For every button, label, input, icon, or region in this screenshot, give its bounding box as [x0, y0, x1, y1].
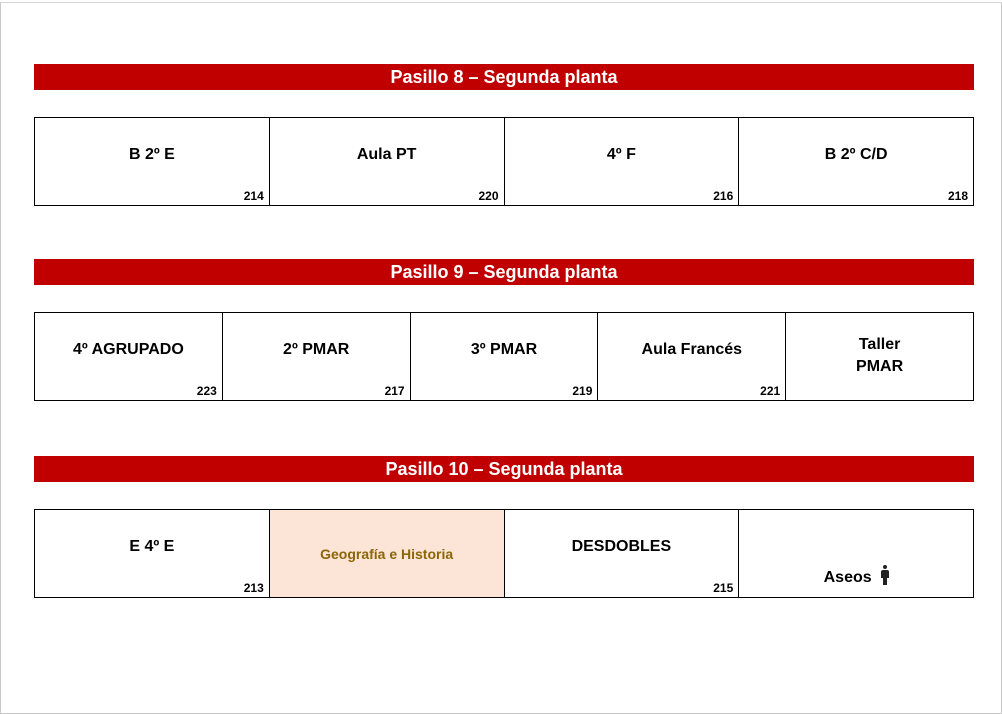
room-number: 220 — [478, 189, 499, 203]
section-title: Pasillo 8 – Segunda planta — [34, 64, 974, 90]
room-number: 216 — [713, 189, 734, 203]
room-label: E 4º E — [129, 538, 175, 555]
room-cell — [35, 118, 270, 205]
room-cell — [786, 313, 973, 400]
room-label: 4º AGRUPADO — [73, 341, 184, 358]
room-label: Aula PT — [356, 146, 417, 163]
room-cell — [411, 313, 599, 400]
room-label: Taller PMAR — [856, 336, 904, 375]
person-icon — [881, 565, 889, 585]
room-number: 218 — [947, 189, 968, 203]
room-label: Aseos — [823, 569, 872, 586]
room-grid — [34, 509, 974, 598]
room-cell — [35, 313, 223, 400]
room-label: 2º PMAR — [283, 341, 350, 358]
room-number: 219 — [572, 384, 593, 398]
room-number: 215 — [713, 581, 734, 595]
room-label: B 2º E — [128, 146, 175, 163]
room-label: DESDOBLES — [571, 538, 672, 555]
room-cell — [598, 313, 786, 400]
room-number: 223 — [196, 384, 217, 398]
room-label: Geografía e Historia — [320, 546, 454, 562]
room-cell — [739, 510, 973, 597]
section-title: Pasillo 9 – Segunda planta — [34, 259, 974, 285]
room-number: 213 — [243, 581, 264, 595]
room-label: 3º PMAR — [470, 341, 538, 358]
section-pasillo-10 — [34, 456, 974, 595]
room-number: 217 — [384, 384, 405, 398]
section-pasillo-9 — [34, 259, 974, 398]
room-label: B 2º C/D — [824, 146, 888, 163]
room-label-with-icon — [739, 543, 973, 589]
room-grid — [34, 117, 974, 206]
room-label: 4º F — [606, 146, 636, 163]
section-title: Pasillo 10 – Segunda planta — [34, 456, 974, 482]
section-pasillo-8 — [34, 64, 974, 203]
room-cell — [505, 510, 740, 597]
room-cell — [505, 118, 740, 205]
room-cell — [35, 510, 270, 597]
room-number: 214 — [243, 189, 264, 203]
room-cell — [270, 118, 505, 205]
room-cell — [739, 118, 973, 205]
room-label: Aula Francés — [641, 341, 743, 358]
room-cell-highlighted — [270, 510, 505, 597]
room-number: 221 — [760, 384, 781, 398]
room-grid — [34, 312, 974, 401]
room-cell — [223, 313, 411, 400]
